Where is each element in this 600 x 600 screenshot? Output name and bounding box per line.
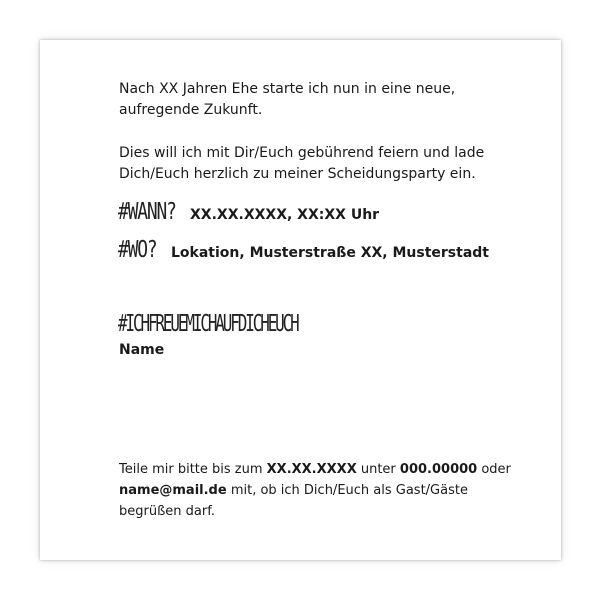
rsvp-email: name@mail.de	[119, 483, 227, 498]
intro-paragraph	[119, 79, 455, 121]
closing-hashtag: #ICHFREUEMICHAUFDICHEUCH	[118, 311, 298, 337]
when-value: XX.XX.XXXX, XX:XX Uhr	[190, 207, 380, 223]
intro-line-1: Nach XX Jahren Ehe starte ich nun in eine neue,	[119, 81, 456, 97]
signature-name: Name	[119, 342, 165, 358]
where-hashtag: #WO?	[118, 237, 157, 263]
rsvp-text-5: begrüßen darf.	[119, 504, 215, 519]
rsvp-text-3: oder	[477, 462, 511, 477]
rsvp-text-4: mit, ob ich Dich/Euch als Gast/Gäste	[226, 483, 468, 498]
when-hashtag: #WANN?	[118, 199, 176, 225]
invite-line-2: Dich/Euch herzlich zu meiner Scheidungsparty ein.	[119, 166, 476, 182]
rsvp-date: XX.XX.XXXX	[266, 462, 357, 477]
rsvp-text-1: Teile mir bitte bis zum	[119, 462, 267, 477]
invite-line-1: Dies will ich mit Dir/Euch gebührend feiern und lade	[119, 145, 485, 161]
where-row	[118, 237, 489, 263]
rsvp-paragraph	[119, 459, 511, 522]
rsvp-phone: 000.00000	[399, 462, 478, 477]
when-row	[118, 199, 379, 225]
rsvp-text-2: unter	[356, 462, 400, 477]
intro-line-2: aufregende Zukunft.	[119, 102, 263, 118]
where-value: Lokation, Musterstraße XX, Musterstadt	[171, 245, 489, 261]
invite-paragraph	[119, 143, 484, 185]
